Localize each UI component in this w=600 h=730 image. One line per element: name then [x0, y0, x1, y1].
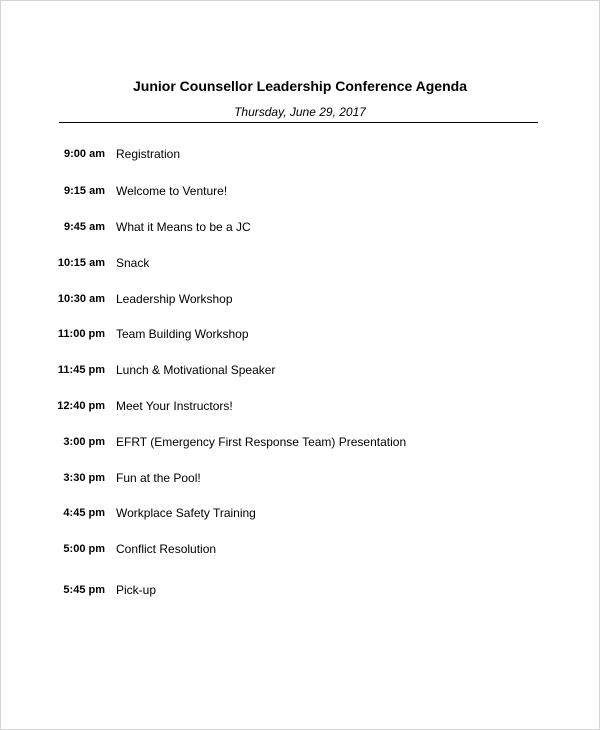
agenda-row: [1, 290, 561, 308]
agenda-row: [1, 469, 561, 487]
agenda-row: [1, 218, 561, 236]
agenda-row: [1, 397, 561, 415]
agenda-item: Conflict Resolution: [116, 542, 217, 556]
agenda-row: [1, 361, 561, 379]
agenda-item: Leadership Workshop: [116, 292, 233, 306]
document-title: Junior Counsellor Leadership Conference Agenda: [133, 78, 467, 94]
agenda-item: Registration: [116, 147, 181, 161]
document-date: Thursday, June 29, 2017: [234, 105, 366, 119]
agenda-time: 5:00 pm: [63, 543, 105, 555]
agenda-row: [1, 254, 561, 272]
agenda-row: [1, 325, 561, 343]
agenda-row: [1, 145, 561, 163]
agenda-item: Lunch & Motivational Speaker: [116, 363, 276, 377]
agenda-time: 11:00 pm: [57, 328, 105, 340]
agenda-time: 9:15 am: [64, 185, 105, 197]
agenda-time: 11:45 pm: [57, 364, 105, 376]
header-divider: [59, 122, 538, 123]
agenda-time: 12:40 pm: [57, 400, 105, 412]
agenda-time: 3:30 pm: [63, 472, 105, 484]
agenda-item: Pick-up: [116, 583, 157, 597]
agenda-time: 10:30 am: [57, 293, 105, 305]
agenda-row: [1, 182, 561, 200]
agenda-time: 4:45 pm: [63, 507, 105, 519]
agenda-time: 9:45 am: [64, 221, 105, 233]
agenda-item: Meet Your Instructors!: [116, 399, 233, 413]
agenda-time: 3:00 pm: [63, 436, 105, 448]
agenda-time: 9:00 am: [64, 148, 105, 160]
agenda-item: Workplace Safety Training: [116, 506, 256, 520]
agenda-item: EFRT (Emergency First Response Team) Presentation: [116, 435, 407, 449]
agenda-row: [1, 540, 561, 558]
agenda-row: [1, 504, 561, 522]
agenda-item: Welcome to Venture!: [116, 184, 228, 198]
agenda-row: [1, 433, 561, 451]
agenda-item: What it Means to be a JC: [116, 220, 251, 234]
agenda-item: Team Building Workshop: [116, 327, 249, 341]
agenda-item: Fun at the Pool!: [116, 471, 201, 485]
agenda-time: 10:15 am: [57, 257, 105, 269]
agenda-row: [1, 581, 561, 599]
agenda-item: Snack: [116, 256, 150, 270]
agenda-time: 5:45 pm: [63, 584, 105, 596]
